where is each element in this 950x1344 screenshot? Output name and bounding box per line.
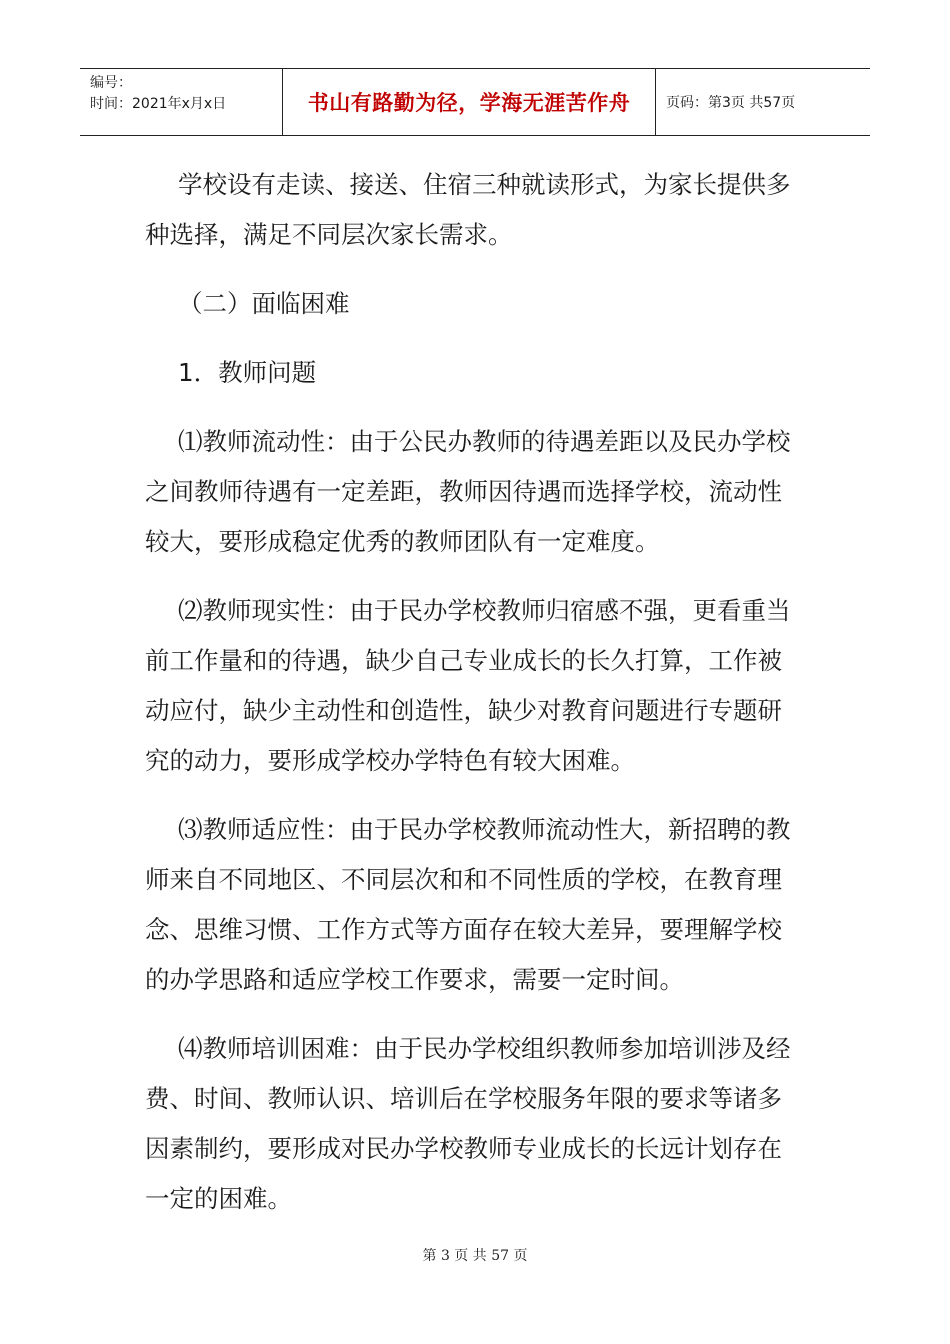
section-heading-difficulties: （二）面临困难 — [178, 289, 350, 318]
paragraph-enrollment-forms: 学校设有走读、接送、住宿三种就读形式，为家长提供多种选择，满足不同层次家长需求。 — [145, 170, 791, 249]
page-footer: 第 3 页 共 57 页 — [422, 1248, 528, 1264]
page-header — [80, 68, 870, 136]
header-page-info: 页码：第3页 共57页 — [666, 95, 796, 111]
paragraph-teacher-realism: ⑵教师现实性：由于民办学校教师归宿感不强，更看重当前工作量和的待遇，缺少自己专业成长的长久打算，工作被动应付，缺少主动性和创造性，缺少对教育问题进行专题研究的动力，要形成学校办学特色有较大困难。 — [145, 596, 791, 775]
paragraph-teacher-mobility: ⑴教师流动性：由于公民办教师的待遇差距以及民办学校之间教师待遇有一定差距，教师因待遇而选择学校，流动性较大，要形成稳定优秀的教师团队有一定难度。 — [145, 427, 791, 556]
paragraph-teacher-adaptability: ⑶教师适应性：由于民办学校教师流动性大，新招聘的教师来自不同地区、不同层次和和不同性质的学校，在教育理念、思维习惯、工作方式等方面存在较大差异，要理解学校的办学思路和适应学校工作要求，需要一定时间。 — [145, 815, 791, 994]
document-date: 时间：2021年x月x日 — [90, 96, 227, 112]
subheading-teacher-issues: 1．教师问题 — [178, 358, 317, 387]
header-meta — [80, 69, 283, 135]
document-body — [145, 160, 805, 1224]
header-motto: 书山有路勤为径，学海无涯苦作舟 — [283, 69, 656, 135]
document-number-label: 编号： — [90, 75, 132, 91]
paragraph-teacher-training: ⑷教师培训困难：由于民办学校组织教师参加培训涉及经费、时间、教师认识、培训后在学校服务年限的要求等诸多因素制约，要形成对民办学校教师专业成长的长远计划存在一定的困难。 — [145, 1034, 791, 1213]
